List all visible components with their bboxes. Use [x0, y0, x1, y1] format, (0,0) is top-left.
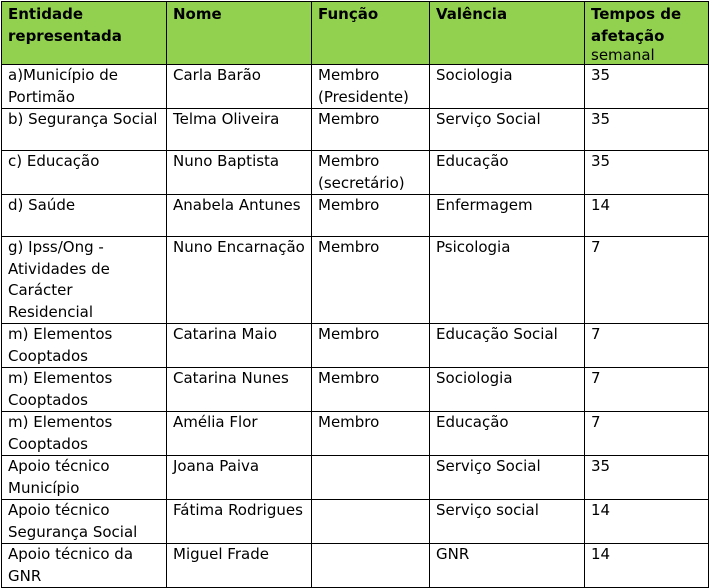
cell-valencia: Serviço Social	[430, 456, 585, 500]
header-tempos	[585, 2, 709, 65]
cell-nome: Carla Barão	[167, 65, 312, 109]
cell-entidade: m) Elementos Cooptados	[2, 324, 167, 368]
cell-valencia: Psicologia	[430, 237, 585, 324]
header-tempos-label: Tempos de afetação	[591, 5, 682, 45]
cell-entidade: a)Município de Portimão	[2, 65, 167, 109]
cell-valencia: Sociologia	[430, 368, 585, 412]
cell-entidade: g) Ipss/Ong - Atividades de Carácter Residencial	[2, 237, 167, 324]
table-row	[2, 500, 709, 544]
cell-funcao: Membro (Presidente)	[312, 65, 430, 109]
cell-funcao: Membro	[312, 109, 430, 151]
header-nome-label: Nome	[173, 5, 222, 23]
table-row	[2, 368, 709, 412]
cell-entidade: m) Elementos Cooptados	[2, 368, 167, 412]
header-valencia-label: Valência	[436, 5, 508, 23]
cell-valencia: Educação	[430, 412, 585, 456]
cell-entidade: Apoio técnico da GNR	[2, 544, 167, 588]
cell-nome: Nuno Baptista	[167, 151, 312, 195]
cell-valencia: Educação	[430, 151, 585, 195]
cell-funcao: Membro	[312, 324, 430, 368]
cell-entidade: Apoio técnico Segurança Social	[2, 500, 167, 544]
table-row	[2, 151, 709, 195]
header-funcao-label: Função	[318, 5, 379, 23]
table-row	[2, 109, 709, 151]
cell-tempo: 14	[585, 195, 709, 237]
table-row	[2, 65, 709, 109]
cell-entidade: d) Saúde	[2, 195, 167, 237]
cell-nome: Catarina Nunes	[167, 368, 312, 412]
cell-nome: Telma Oliveira	[167, 109, 312, 151]
cell-funcao	[312, 456, 430, 500]
header-funcao	[312, 2, 430, 65]
cell-tempo: 35	[585, 65, 709, 109]
cell-valencia: Serviço Social	[430, 109, 585, 151]
cell-tempo: 35	[585, 151, 709, 195]
cell-tempo: 7	[585, 237, 709, 324]
cell-valencia: GNR	[430, 544, 585, 588]
cell-tempo: 14	[585, 544, 709, 588]
cell-tempo: 14	[585, 500, 709, 544]
table-row	[2, 412, 709, 456]
header-entidade	[2, 2, 167, 65]
header-nome	[167, 2, 312, 65]
cell-nome: Joana Paiva	[167, 456, 312, 500]
cell-funcao	[312, 500, 430, 544]
cell-tempo: 35	[585, 456, 709, 500]
cell-nome: Amélia Flor	[167, 412, 312, 456]
cell-nome: Miguel Frade	[167, 544, 312, 588]
table-header-row	[2, 2, 709, 65]
cell-nome: Fátima Rodrigues	[167, 500, 312, 544]
commission-members-table	[1, 1, 709, 588]
cell-entidade: b) Segurança Social	[2, 109, 167, 151]
cell-entidade: Apoio técnico Município	[2, 456, 167, 500]
table-row	[2, 237, 709, 324]
cell-funcao: Membro (secretário)	[312, 151, 430, 195]
cell-valencia: Sociologia	[430, 65, 585, 109]
cell-entidade: c) Educação	[2, 151, 167, 195]
table-row	[2, 544, 709, 588]
cell-valencia: Educação Social	[430, 324, 585, 368]
cell-valencia: Serviço social	[430, 500, 585, 544]
cell-nome: Catarina Maio	[167, 324, 312, 368]
cell-funcao: Membro	[312, 237, 430, 324]
cell-funcao: Membro	[312, 195, 430, 237]
header-tempos-sublabel: semanal	[591, 46, 655, 64]
cell-nome: Nuno Encarnação	[167, 237, 312, 324]
cell-valencia: Enfermagem	[430, 195, 585, 237]
cell-funcao: Membro	[312, 368, 430, 412]
cell-funcao: Membro	[312, 412, 430, 456]
table-row	[2, 195, 709, 237]
header-entidade-label: Entidade representada	[8, 5, 122, 45]
cell-tempo: 7	[585, 412, 709, 456]
cell-nome: Anabela Antunes	[167, 195, 312, 237]
cell-tempo: 7	[585, 368, 709, 412]
cell-tempo: 7	[585, 324, 709, 368]
table-row	[2, 324, 709, 368]
cell-entidade: m) Elementos Cooptados	[2, 412, 167, 456]
header-valencia	[430, 2, 585, 65]
cell-tempo: 35	[585, 109, 709, 151]
table-row	[2, 456, 709, 500]
cell-funcao	[312, 544, 430, 588]
